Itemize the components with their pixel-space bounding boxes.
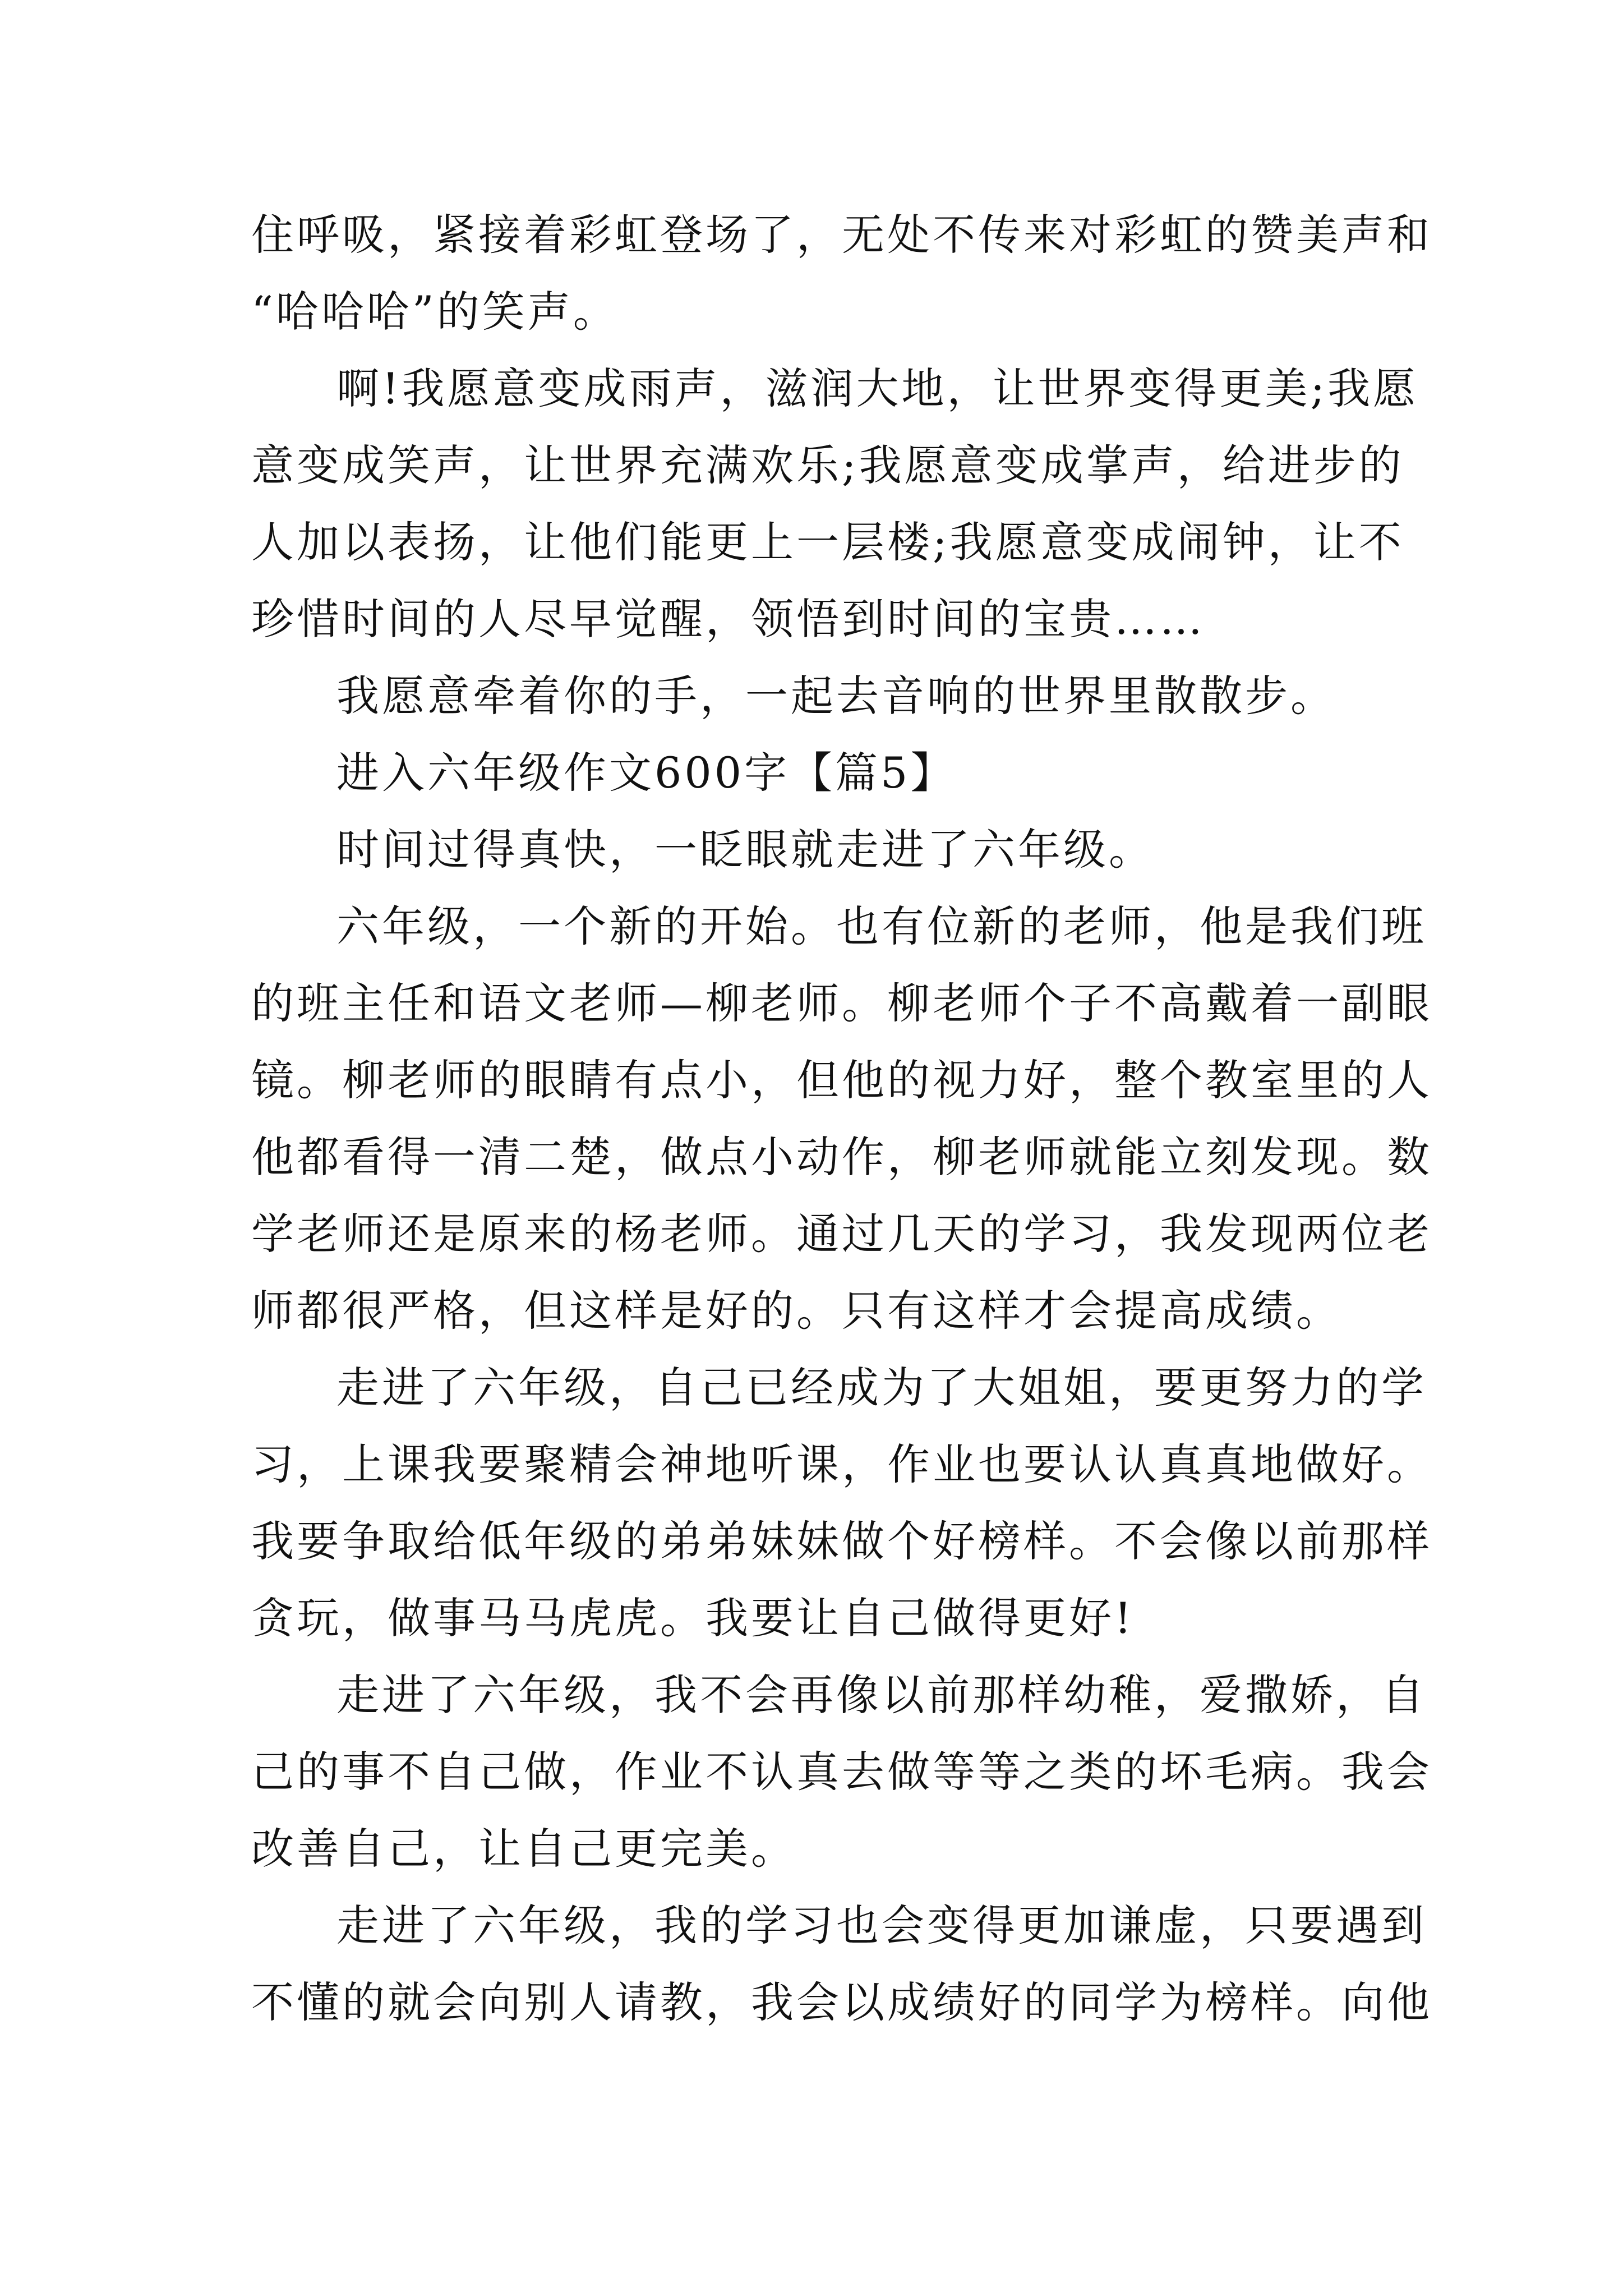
paragraph-start-line: 走进了六年级，自己已经成为了大姐姐，要更努力的学 <box>336 1363 1427 1412</box>
text-line: “哈哈哈”的笑声。 <box>251 287 619 337</box>
text-line: 我要争取给低年级的弟弟妹妹做个好榜样。不会像以前那样 <box>251 1516 1432 1566</box>
text-line: 改善自己，让自己更完美。 <box>251 1824 796 1874</box>
text-line: 不懂的就会向别人请教，我会以成绩好的同学为榜样。向他 <box>251 1977 1432 2027</box>
text-line: 意变成笑声，让世界充满欢乐;我愿意变成掌声，给进步的 <box>251 440 1404 490</box>
paragraph-start-line: 走进了六年级，我不会再像以前那样幼稚，爱撒娇，自 <box>336 1670 1427 1720</box>
text-line: 的班主任和语文老师—柳老师。柳老师个子不高戴着一副眼 <box>251 978 1432 1028</box>
text-line: 习，上课我要聚精会神地听课，作业也要认认真真地做好。 <box>251 1439 1432 1489</box>
text-line: 学老师还是原来的杨老师。通过几天的学习，我发现两位老 <box>251 1209 1432 1259</box>
text-line: 人加以表扬，让他们能更上一层楼;我愿意变成闹钟，让不 <box>251 517 1404 567</box>
paragraph-start-line: 我愿意牵着你的手，一起去音响的世界里散散步。 <box>336 671 1336 721</box>
text-line: 住呼吸，紧接着彩虹登场了，无处不传来对彩虹的赞美声和 <box>251 210 1432 260</box>
section-heading: 进入六年级作文600字【篇5】 <box>336 748 956 798</box>
paragraph-start-line: 六年级，一个新的开始。也有位新的老师，他是我们班 <box>336 901 1427 951</box>
text-line: 他都看得一清二楚，做点小动作，柳老师就能立刻发现。数 <box>251 1132 1432 1182</box>
paragraph-start-line: 时间过得真快，一眨眼就走进了六年级。 <box>336 825 1154 875</box>
paragraph-start-line: 走进了六年级，我的学习也会变得更加谦虚，只要遇到 <box>336 1901 1427 1950</box>
text-line: 贪玩，做事马马虎虎。我要让自己做得更好! <box>251 1593 1135 1643</box>
document-body <box>251 196 1432 2041</box>
text-line: 镜。柳老师的眼睛有点小，但他的视力好，整个教室里的人 <box>251 1055 1432 1105</box>
paragraph-start-line: 啊!我愿意变成雨声，滋润大地，让世界变得更美;我愿 <box>336 364 1419 413</box>
text-line: 己的事不自己做，作业不认真去做等等之类的坏毛病。我会 <box>251 1747 1432 1797</box>
text-line: 师都很严格，但这样是好的。只有这样才会提高成绩。 <box>251 1286 1341 1336</box>
text-line: 珍惜时间的人尽早觉醒，领悟到时间的宝贵…… <box>251 594 1205 644</box>
